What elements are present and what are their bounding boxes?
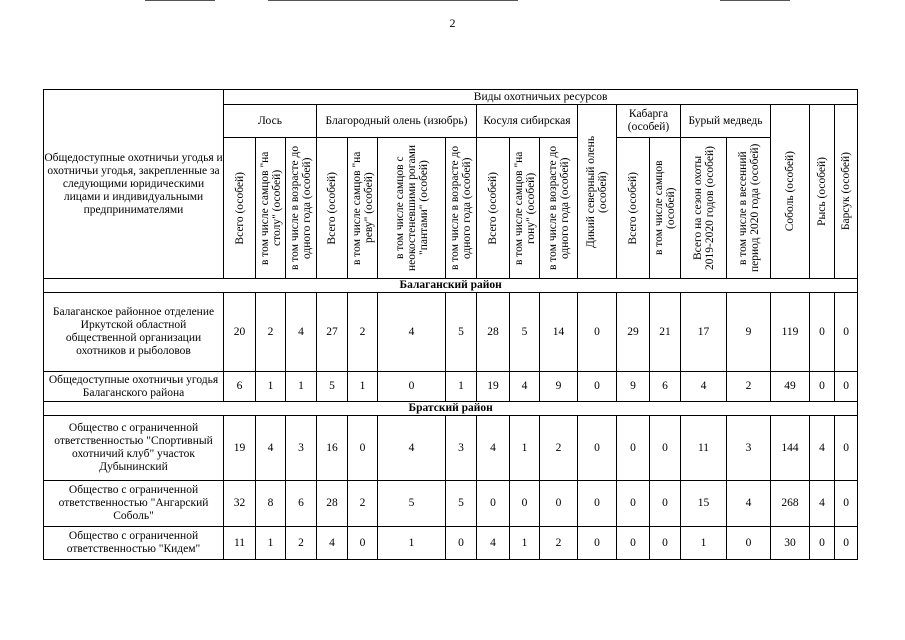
resources-header: Виды охотничьих ресурсов — [224, 90, 858, 105]
scan-top-edge — [145, 0, 215, 1]
count-cell: 17 — [681, 293, 727, 372]
table-row — [44, 527, 858, 560]
table-row — [44, 372, 858, 402]
count-cell: 2 — [540, 416, 578, 481]
count-cell: 28 — [477, 293, 510, 372]
count-cell: 32 — [224, 481, 256, 527]
count-cell: 2 — [727, 372, 771, 402]
page-number: 2 — [449, 16, 456, 30]
count-cell: 268 — [771, 481, 810, 527]
count-cell: 5 — [446, 293, 477, 372]
count-cell: 49 — [771, 372, 810, 402]
col-bear-season: Всего на сезон охоты 2019-2020 годов (особей) — [691, 146, 716, 270]
count-cell: 2 — [348, 293, 378, 372]
count-cell: 28 — [317, 481, 348, 527]
col-deer-males: в том числе самцов "на реву" (особей) — [350, 151, 375, 265]
count-cell: 0 — [810, 293, 835, 372]
organization-name: Общество с ограниченной ответственностью "Кидем" — [44, 527, 224, 560]
count-cell: 5 — [317, 372, 348, 402]
count-cell: 0 — [617, 481, 650, 527]
count-cell: 14 — [540, 293, 578, 372]
count-cell: 0 — [835, 481, 858, 527]
col-roe-young: в том числе в возрасте до одного года (особей) — [546, 145, 571, 271]
count-cell: 4 — [286, 293, 317, 372]
count-cell: 4 — [378, 293, 446, 372]
count-cell: 0 — [578, 293, 617, 372]
col-musk-total: Всего (особей) — [627, 171, 639, 245]
count-cell: 0 — [650, 481, 681, 527]
organization-name: Балаганское районное отделение Иркутской областной общественной организации охотников и рыболовов — [44, 293, 224, 372]
organization-name: Общество с ограниченной ответственностью "Ангарский Соболь" — [44, 481, 224, 527]
count-cell: 15 — [681, 481, 727, 527]
count-cell: 19 — [224, 416, 256, 481]
count-cell: 27 — [317, 293, 348, 372]
section-title: Балаганский район — [44, 279, 858, 293]
count-cell: 0 — [617, 527, 650, 560]
count-cell: 4 — [317, 527, 348, 560]
count-cell: 9 — [617, 372, 650, 402]
count-cell: 1 — [378, 527, 446, 560]
count-cell: 0 — [348, 416, 378, 481]
hunting-resources-table — [43, 89, 858, 560]
count-cell: 0 — [378, 372, 446, 402]
count-cell: 0 — [578, 372, 617, 402]
count-cell: 119 — [771, 293, 810, 372]
count-cell: 2 — [348, 481, 378, 527]
count-cell: 3 — [446, 416, 477, 481]
count-cell: 11 — [681, 416, 727, 481]
col-lynx: Рысь (особей) — [816, 157, 828, 226]
count-cell: 4 — [477, 527, 510, 560]
group-red-deer: Благородный олень (изюбрь) — [317, 105, 477, 138]
count-cell: 0 — [446, 527, 477, 560]
scan-top-edge — [720, 0, 790, 1]
count-cell: 9 — [727, 293, 771, 372]
count-cell: 1 — [446, 372, 477, 402]
count-cell: 4 — [378, 416, 446, 481]
count-cell: 4 — [810, 416, 835, 481]
col-roe-males: в том числе самцов "на гону" (особей) — [512, 151, 537, 265]
count-cell: 1 — [510, 527, 540, 560]
group-bear: Бурый медведь — [681, 105, 771, 138]
count-cell: 2 — [286, 527, 317, 560]
col-reindeer: Дикий северный олень (особей) — [585, 135, 609, 248]
count-cell: 8 — [256, 481, 286, 527]
count-cell: 0 — [650, 527, 681, 560]
count-cell: 1 — [348, 372, 378, 402]
count-cell: 11 — [224, 527, 256, 560]
count-cell: 1 — [256, 527, 286, 560]
count-cell: 21 — [650, 293, 681, 372]
col-badger: Барсук (особей) — [840, 152, 853, 231]
group-roe: Косуля сибирская — [477, 105, 578, 138]
col-roe-total: Всего (особей) — [487, 171, 499, 245]
count-cell: 1 — [510, 416, 540, 481]
count-cell: 0 — [348, 527, 378, 560]
count-cell: 16 — [317, 416, 348, 481]
col-musk-males: в том числе самцов (особей) — [653, 160, 677, 256]
count-cell: 4 — [681, 372, 727, 402]
count-cell: 19 — [477, 372, 510, 402]
count-cell: 0 — [810, 372, 835, 402]
count-cell: 0 — [510, 481, 540, 527]
count-cell: 29 — [617, 293, 650, 372]
count-cell: 4 — [727, 481, 771, 527]
organization-name: Общедоступные охотничьи угодья Балаганского района — [44, 372, 224, 402]
col-bear-spring: в том числе в весенний период 2020 года (особей) — [736, 143, 761, 273]
col-elk-males: в том числе самцов "на столу" (особей) — [258, 151, 283, 265]
count-cell: 0 — [835, 527, 858, 560]
count-cell: 3 — [727, 416, 771, 481]
count-cell: 5 — [510, 293, 540, 372]
count-cell: 2 — [256, 293, 286, 372]
count-cell: 0 — [477, 481, 510, 527]
count-cell: 0 — [578, 527, 617, 560]
organization-name: Общество с ограниченной ответственностью "Спортивный охотничий клуб" участок Дубынинский — [44, 416, 224, 481]
scan-top-edge — [268, 0, 518, 1]
col-sable: Соболь (особей) — [784, 151, 796, 232]
count-cell: 3 — [286, 416, 317, 481]
col-deer-unossified: в том числе самцов с неокостеневшими рогами "пантами" (особей) — [393, 144, 430, 272]
count-cell: 20 — [224, 293, 256, 372]
count-cell: 5 — [378, 481, 446, 527]
count-cell: 1 — [256, 372, 286, 402]
count-cell: 4 — [477, 416, 510, 481]
count-cell: 1 — [286, 372, 317, 402]
count-cell: 1 — [681, 527, 727, 560]
count-cell: 6 — [650, 372, 681, 402]
section-title: Братский район — [44, 402, 858, 416]
count-cell: 0 — [578, 481, 617, 527]
table-row — [44, 416, 858, 481]
count-cell: 9 — [540, 372, 578, 402]
count-cell: 144 — [771, 416, 810, 481]
corner-header: Общедоступные охотничьи угодья и охотничьи угодья, закрепленные за следующими юридическими лицами и индивидуальными предпринимателями — [44, 90, 224, 279]
table-row — [44, 293, 858, 372]
count-cell: 0 — [835, 416, 858, 481]
col-deer-young: в том числе в возрасте до одного года (особей) — [449, 145, 473, 271]
count-cell: 4 — [810, 481, 835, 527]
count-cell: 0 — [650, 416, 681, 481]
count-cell: 30 — [771, 527, 810, 560]
count-cell: 6 — [224, 372, 256, 402]
col-elk-young: в том числе в возрасте до одного года (особей) — [289, 145, 313, 271]
count-cell: 0 — [540, 481, 578, 527]
group-musk: Кабарга (особей) — [617, 105, 681, 138]
count-cell: 0 — [578, 416, 617, 481]
table-row — [44, 481, 858, 527]
count-cell: 4 — [256, 416, 286, 481]
group-elk: Лось — [224, 105, 317, 138]
count-cell: 0 — [617, 416, 650, 481]
count-cell: 5 — [446, 481, 477, 527]
count-cell: 0 — [835, 293, 858, 372]
count-cell: 6 — [286, 481, 317, 527]
count-cell: 0 — [835, 372, 858, 402]
count-cell: 4 — [510, 372, 540, 402]
count-cell: 2 — [540, 527, 578, 560]
count-cell: 0 — [727, 527, 771, 560]
count-cell: 0 — [810, 527, 835, 560]
col-elk-total: Всего (особей) — [233, 171, 246, 245]
col-deer-total: Всего (особей) — [326, 171, 338, 245]
table-body — [44, 279, 858, 560]
